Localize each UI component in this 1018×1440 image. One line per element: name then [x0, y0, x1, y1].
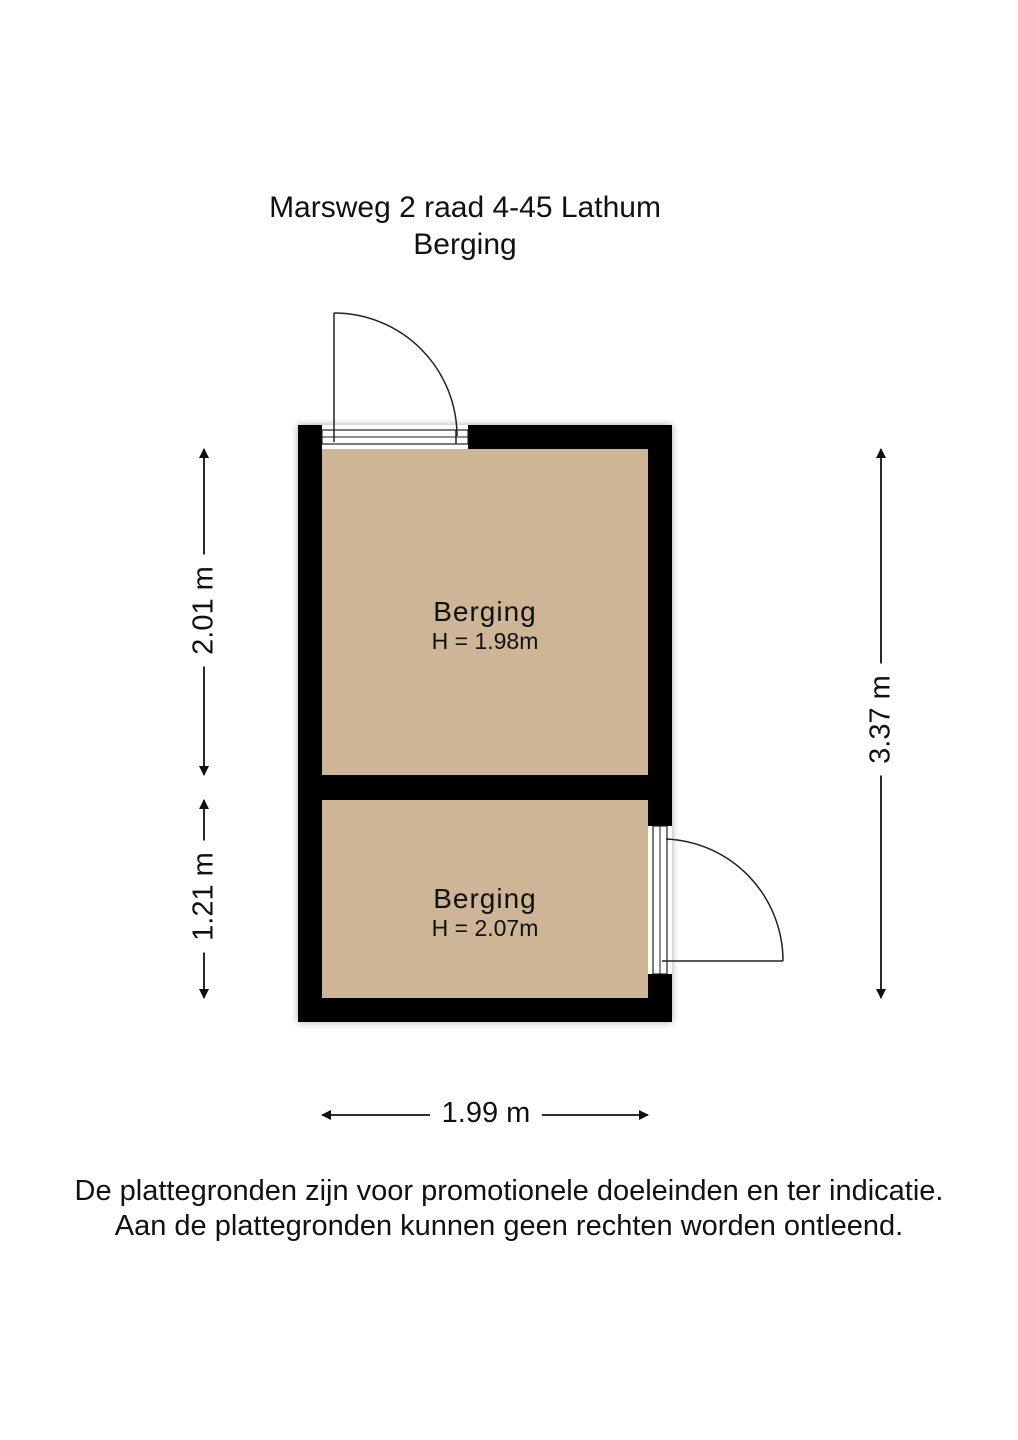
room-height: H = 2.07m	[431, 915, 539, 941]
room-height: H = 1.98m	[431, 628, 539, 654]
room-name: Berging	[433, 883, 537, 914]
right-door	[648, 826, 783, 974]
dimension-label-bottom-width: 1.99 m	[430, 1097, 542, 1130]
plan-address-title: Marsweg 2 raad 4-45 Lathum	[269, 191, 661, 224]
disclaimer-line-2: Aan de plattegronden kunnen geen rechten worden ontleend.	[114, 1210, 904, 1242]
dimension-label-right-total: 3.37 m	[865, 664, 898, 776]
disclaimer-line-1: De plattegronden zijn voor promotionele doeleinden en ter indicatie.	[74, 1175, 944, 1207]
top-door	[322, 313, 468, 449]
plan-floor-title: Berging	[413, 228, 517, 261]
room-label-upper	[322, 596, 648, 655]
dimension-label-left-lower: 1.21 m	[188, 841, 221, 953]
room-name: Berging	[433, 596, 537, 627]
room-label-lower	[322, 883, 648, 942]
dimension-label-left-upper: 2.01 m	[188, 555, 221, 667]
